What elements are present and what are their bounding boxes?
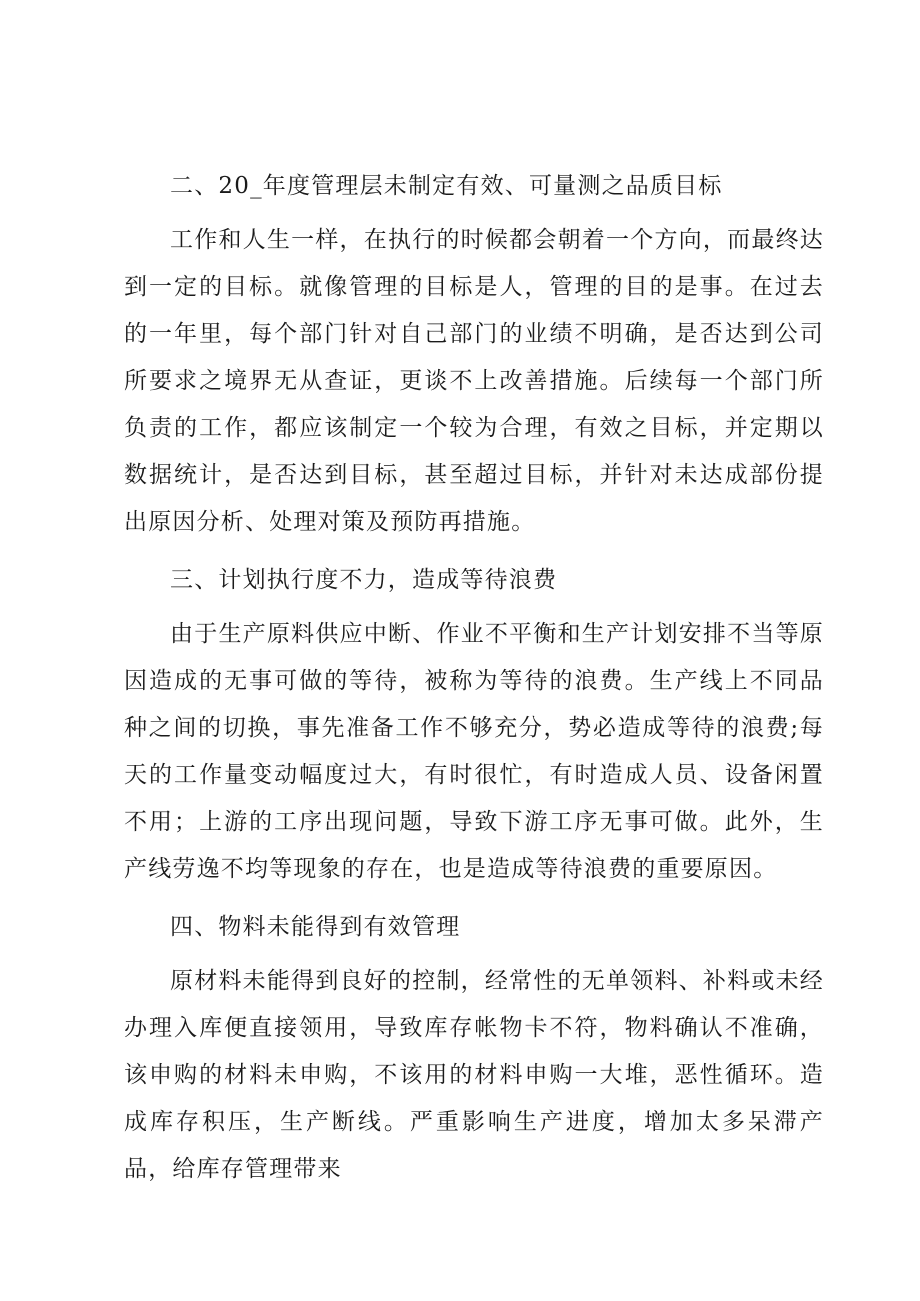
document-body xyxy=(124,163,824,1204)
section-body-4: 原材料未能得到良好的控制，经常性的无单领料、补料或未经办理入库便直接领用，导致库存帐物卡不符，物料确认不准确，该申购的材料未申购，不该用的材料申购一大堆，恶性循环。造成库存积压，生产断线。严重影响生产进度，增加太多呆滞产品，给库存管理带来 xyxy=(124,968,824,1182)
section-heading-2: 二、20_年度管理层未制定有效、可量测之品质目标 xyxy=(170,173,723,199)
section-heading-3: 三、计划执行度不力，造成等待浪费 xyxy=(170,567,558,593)
section-body-2: 工作和人生一样，在执行的时候都会朝着一个方向，而最终达到一定的目标。就像管理的目标是人，管理的目的是事。在过去的一年里，每个部门针对自己部门的业绩不明确，是否达到公司所要求之境界无从查证，更谈不上改善措施。后续每一个部门所负责的工作，都应该制定一个较为合理，有效之目标，并定期以数据统计，是否达到目标，甚至超过目标，并针对未达成部份提出原因分析、处理对策及预防再措施。 xyxy=(124,227,824,535)
section-body-3: 由于生产原料供应中断、作业不平衡和生产计划安排不当等原因造成的无事可做的等待，被称为等待的浪费。生产线上不同品种之间的切换，事先准备工作不够充分，势必造成等待的浪费;每天的工作量变动幅度过大，有时很忙，有时造成人员、设备闲置不用；上游的工序出现问题，导致下游工序无事可做。此外，生产线劳逸不均等现象的存在，也是造成等待浪费的重要原因。 xyxy=(124,621,824,882)
section-heading-4: 四、物料未能得到有效管理 xyxy=(170,914,461,940)
